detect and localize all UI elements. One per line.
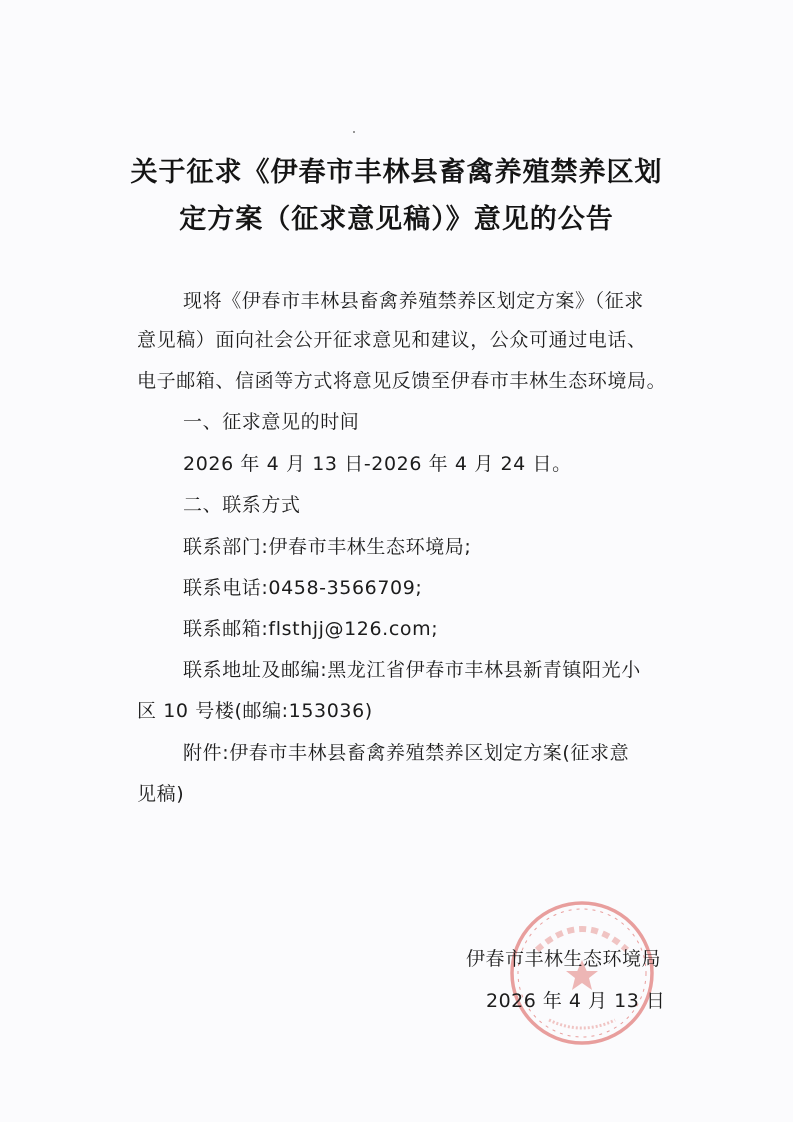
attachment-line-2: 见稿) xyxy=(137,783,185,805)
issuing-organization: 伊春市丰林生态环境局 xyxy=(466,948,662,970)
issue-date: 2026 年 4 月 13 日 xyxy=(486,990,666,1012)
attachment-line-1: 附件:伊春市丰林县畜禽养殖禁养区划定方案(征求意 xyxy=(183,742,630,764)
intro-paragraph-line-2: 意见稿）面向社会公开征求意见和建议，公众可通过电话、 xyxy=(137,329,647,351)
contact-address-line-1: 联系地址及邮编:黑龙江省伊春市丰林县新青镇阳光小 xyxy=(183,659,641,681)
intro-paragraph-line-3: 电子邮箱、信函等方式将意见反馈至伊春市丰林生态环境局。 xyxy=(137,370,667,392)
contact-address-line-2: 区 10 号楼(邮编:153036) xyxy=(137,700,373,722)
notice-title-line-2: 定方案（征求意见稿）》意见的公告 xyxy=(179,204,614,235)
section-time-heading: 一、征求意见的时间 xyxy=(183,411,360,433)
contact-email: 联系邮箱:flsthjj@126.com; xyxy=(183,618,439,640)
contact-department: 联系部门:伊春市丰林生态环境局; xyxy=(183,536,472,558)
seal-bottom-code-mark xyxy=(549,1020,615,1028)
official-seal-stamp xyxy=(507,898,657,1048)
intro-paragraph-line-1: 现将《伊春市丰林县畜禽养殖禁养区划定方案》（征求 xyxy=(183,290,644,312)
notice-title-line-1: 关于征求《伊春市丰林县畜禽养殖禁养区划 xyxy=(130,157,663,188)
scan-speck xyxy=(353,131,355,133)
section-contact-heading: 二、联系方式 xyxy=(183,494,301,516)
consultation-period: 2026 年 4 月 13 日-2026 年 4 月 24 日。 xyxy=(183,453,572,475)
contact-phone: 联系电话:0458-3566709; xyxy=(183,577,423,599)
